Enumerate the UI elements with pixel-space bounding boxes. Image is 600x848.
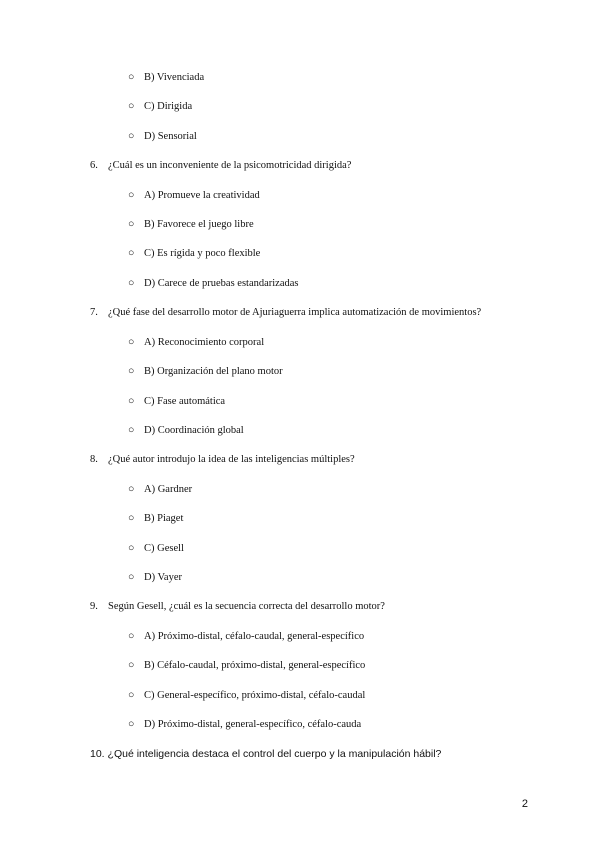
list-item: ○ A) Promueve la creatividad <box>128 190 260 201</box>
question-9: 9. Según Gesell, ¿cuál es la secuencia correcta del desarrollo motor? <box>90 601 385 612</box>
bullet-icon: ○ <box>128 396 135 407</box>
list-item: ○ B) Céfalo-caudal, próximo-distal, general-específico <box>128 660 366 671</box>
list-item: ○ D) Coordinación global <box>128 425 244 436</box>
list-item: ○ D) Sensorial <box>128 131 197 142</box>
list-item: ○ A) Gardner <box>128 484 193 495</box>
list-item: ○ D) Carece de pruebas estandarizadas <box>128 278 299 289</box>
question-7: 7. ¿Qué fase del desarrollo motor de Ajuriaguerra implica automatización de movimientos? <box>90 307 482 318</box>
bullet-icon: ○ <box>128 513 135 524</box>
bullet-icon: ○ <box>128 631 135 642</box>
bullet-icon: ○ <box>128 248 135 259</box>
bullet-icon: ○ <box>128 219 135 230</box>
bullet-icon: ○ <box>128 572 135 583</box>
bullet-icon: ○ <box>128 101 135 112</box>
bullet-icon: ○ <box>128 131 135 142</box>
bullet-icon: ○ <box>128 484 135 495</box>
bullet-icon: ○ <box>128 72 135 83</box>
list-item: ○ C) Fase automática <box>128 396 226 407</box>
question-8: 8. ¿Qué autor introdujo la idea de las inteligencias múltiples? <box>90 454 355 465</box>
list-item: ○ D) Vayer <box>128 572 183 583</box>
list-item: ○ B) Favorece el juego libre <box>128 219 254 230</box>
list-item: ○ B) Piaget <box>128 513 184 524</box>
list-item: ○ C) Es rígida y poco flexible <box>128 248 261 259</box>
bullet-icon: ○ <box>128 190 135 201</box>
list-item: ○ A) Reconocimiento corporal <box>128 337 265 348</box>
bullet-icon: ○ <box>128 425 135 436</box>
bullet-icon: ○ <box>128 366 135 377</box>
bullet-icon: ○ <box>128 337 135 348</box>
question-6: 6. ¿Cuál es un inconveniente de la psicomotricidad dirigida? <box>90 160 352 171</box>
bullet-icon: ○ <box>128 278 135 289</box>
list-item: ○ B) Vivenciada <box>128 72 205 83</box>
list-item: ○ D) Próximo-distal, general-específico, céfalo-cauda <box>128 719 362 730</box>
list-item: ○ C) General-específico, próximo-distal, céfalo-caudal <box>128 690 366 701</box>
list-item: ○ A) Próximo-distal, céfalo-caudal, general-específico <box>128 631 365 642</box>
bullet-icon: ○ <box>128 690 135 701</box>
list-item: ○ C) Gesell <box>128 543 184 554</box>
page-number: 2 <box>521 798 528 810</box>
bullet-icon: ○ <box>128 719 135 730</box>
list-item: ○ C) Dirigida <box>128 101 193 112</box>
list-item: ○ B) Organización del plano motor <box>128 366 283 377</box>
bullet-icon: ○ <box>128 660 135 671</box>
question-10: 10. ¿Qué inteligencia destaca el control del cuerpo y la manipulación hábil? <box>90 748 442 760</box>
bullet-icon: ○ <box>128 543 135 554</box>
